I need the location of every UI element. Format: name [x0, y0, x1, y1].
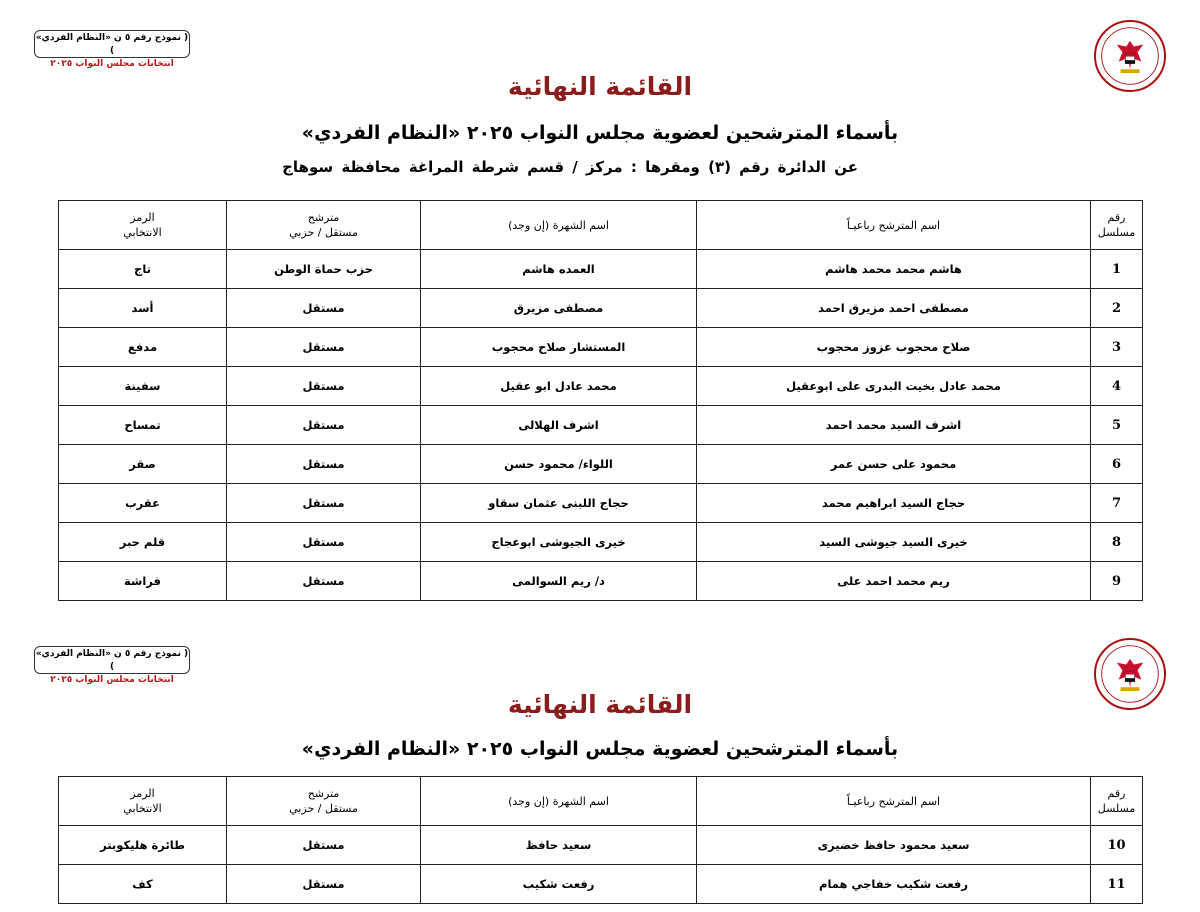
table-row	[59, 445, 1143, 484]
cell-serial: 5	[1091, 406, 1143, 445]
header-type: مترشح مستقل / حزبي	[227, 777, 421, 826]
cell-symbol: قلم حبر	[59, 523, 227, 562]
cell-nickname: د/ ريم السوالمى	[421, 562, 697, 601]
header-serial: رقم مسلسل	[1091, 201, 1143, 250]
cell-type: مستقل	[227, 826, 421, 865]
cell-name: صلاح محجوب عزوز محجوب	[697, 328, 1091, 367]
cell-serial: 9	[1091, 562, 1143, 601]
cell-nickname: المستشار صلاح محجوب	[421, 328, 697, 367]
cell-nickname: اشرف الهلالى	[421, 406, 697, 445]
header-nickname: اسم الشهرة (إن وجد)	[421, 777, 697, 826]
table-row	[59, 367, 1143, 406]
candidates-table	[58, 776, 1143, 904]
form-label-box	[34, 646, 190, 685]
cell-type: مستقل	[227, 445, 421, 484]
cell-name: اشرف السيد محمد احمد	[697, 406, 1091, 445]
cell-nickname: حجاج اللبنى عثمان سقاو	[421, 484, 697, 523]
cell-nickname: رفعت شكيب	[421, 865, 697, 904]
cell-name: هاشم محمد محمد هاشم	[697, 250, 1091, 289]
cell-type: مستقل	[227, 328, 421, 367]
form-label-line2: انتخابات مجلس النواب ٢٠٢٥	[50, 59, 174, 69]
cell-type: مستقل	[227, 406, 421, 445]
header-nickname: اسم الشهرة (إن وجد)	[421, 201, 697, 250]
cell-nickname: سعيد حافظ	[421, 826, 697, 865]
cell-name: رفعت شكيب خفاجي همام	[697, 865, 1091, 904]
form-label-line2: انتخابات مجلس النواب ٢٠٢٥	[50, 675, 174, 685]
candidates-table	[58, 200, 1143, 601]
cell-type: مستقل	[227, 562, 421, 601]
cell-serial: 4	[1091, 367, 1143, 406]
form-label-line1: ( نموذج رقم ٥ ن «النظام الفردي» )	[35, 649, 189, 672]
cell-nickname: خيرى الجيوشى ابوعجاج	[421, 523, 697, 562]
cell-symbol: مدفع	[59, 328, 227, 367]
table-row	[59, 289, 1143, 328]
table-row	[59, 865, 1143, 904]
list-subtitle: بأسماء المترشحين لعضوية مجلس النواب ٢٠٢٥ «النظام الفردي»	[301, 122, 899, 144]
cell-serial: 11	[1091, 865, 1143, 904]
cell-name: حجاج السيد ابراهيم محمد	[697, 484, 1091, 523]
cell-type: مستقل	[227, 367, 421, 406]
list-title: القائمة النهائية	[507, 72, 693, 101]
cell-symbol: عقرب	[59, 484, 227, 523]
cell-symbol: أسد	[59, 289, 227, 328]
table-row	[59, 562, 1143, 601]
cell-type: مستقل	[227, 289, 421, 328]
cell-symbol: سفينة	[59, 367, 227, 406]
cell-symbol: صقر	[59, 445, 227, 484]
cell-serial: 1	[1091, 250, 1143, 289]
cell-name: محمود على حسن عمر	[697, 445, 1091, 484]
header-name: اسم المترشح رباعيـاً	[697, 777, 1091, 826]
cell-name: خيرى السيد جيوشى السيد	[697, 523, 1091, 562]
list-page-2	[0, 632, 1200, 912]
district-info: عن الدائرة رقم (٣) ومقرها : مركز / قسم شرطة المراغة محافظة سوهاج	[282, 158, 858, 176]
cell-nickname: العمده هاشم	[421, 250, 697, 289]
cell-serial: 6	[1091, 445, 1143, 484]
header-name: اسم المترشح رباعيـاً	[697, 201, 1091, 250]
table-header-row	[59, 201, 1143, 250]
cell-symbol: تاج	[59, 250, 227, 289]
cell-serial: 8	[1091, 523, 1143, 562]
cell-nickname: محمد عادل ابو عقيل	[421, 367, 697, 406]
form-label-line1: ( نموذج رقم ٥ ن «النظام الفردي» )	[35, 33, 189, 56]
header-symbol: الرمز الانتخابي	[59, 201, 227, 250]
form-label-box	[34, 30, 190, 69]
cell-nickname: اللواء/ محمود حسن	[421, 445, 697, 484]
header-symbol: الرمز الانتخابي	[59, 777, 227, 826]
table-row	[59, 328, 1143, 367]
cell-symbol: طائرة هليكوبتر	[59, 826, 227, 865]
cell-type: حزب حماة الوطن	[227, 250, 421, 289]
cell-name: مصطفى احمد مزيرق احمد	[697, 289, 1091, 328]
table-row	[59, 406, 1143, 445]
header-type: مترشح مستقل / حزبي	[227, 201, 421, 250]
table-row	[59, 826, 1143, 865]
table-row	[59, 523, 1143, 562]
cell-symbol: كف	[59, 865, 227, 904]
cell-serial: 10	[1091, 826, 1143, 865]
table-header-row	[59, 777, 1143, 826]
cell-serial: 2	[1091, 289, 1143, 328]
cell-symbol: تمساح	[59, 406, 227, 445]
list-title: القائمة النهائية	[507, 690, 693, 719]
cell-serial: 7	[1091, 484, 1143, 523]
cell-type: مستقل	[227, 484, 421, 523]
cell-symbol: فراشة	[59, 562, 227, 601]
table-row	[59, 250, 1143, 289]
cell-nickname: مصطفى مزيرق	[421, 289, 697, 328]
cell-serial: 3	[1091, 328, 1143, 367]
cell-name: سعيد محمود حافظ خضيرى	[697, 826, 1091, 865]
header-serial: رقم مسلسل	[1091, 777, 1143, 826]
list-subtitle: بأسماء المترشحين لعضوية مجلس النواب ٢٠٢٥ «النظام الفردي»	[301, 738, 899, 760]
table-row	[59, 484, 1143, 523]
cell-type: مستقل	[227, 523, 421, 562]
cell-name: ريم محمد احمد على	[697, 562, 1091, 601]
cell-name: محمد عادل بخيت البدرى على ابوعقيل	[697, 367, 1091, 406]
cell-type: مستقل	[227, 865, 421, 904]
